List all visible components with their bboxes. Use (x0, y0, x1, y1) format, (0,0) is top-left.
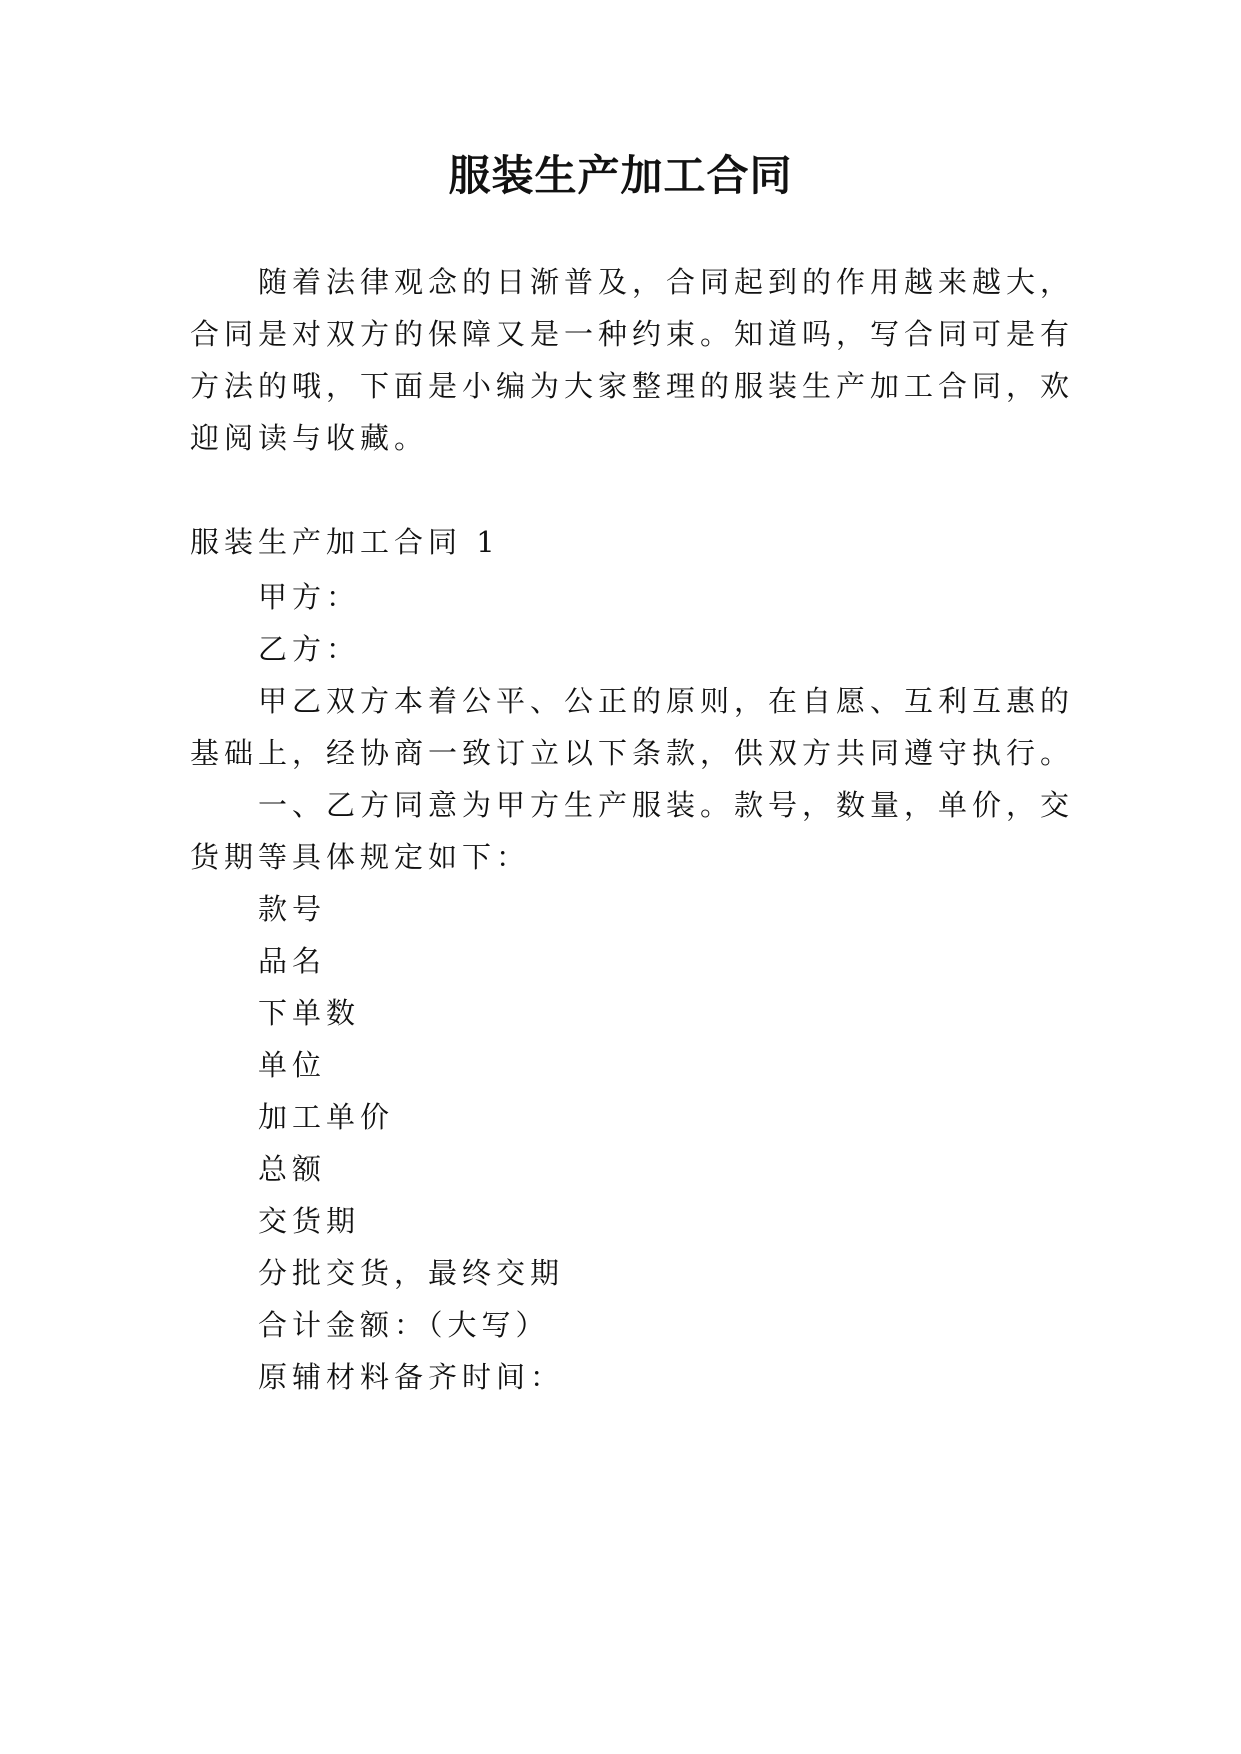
clause-one-line: 一、乙方同意为甲方生产服装。款号，数量，单价，交 (258, 788, 1075, 822)
clause-one-line: 货期等具体规定如下： (190, 840, 531, 874)
party-b-label: 乙方： (258, 632, 361, 666)
principle-line: 基础上，经协商一致订立以下条款，供双方共同遵守执行。 (190, 736, 1075, 770)
intro-line: 随着法律观念的日渐普及，合同起到的作用越来越大， (258, 265, 1075, 299)
document-title: 服装生产加工合同 (448, 151, 793, 200)
list-item: 品名 (258, 944, 327, 978)
intro-line: 方法的哦，下面是小编为大家整理的服装生产加工合同，欢 (190, 369, 1075, 403)
list-item: 合计金额：（大写） (258, 1308, 550, 1342)
list-item: 总额 (258, 1152, 327, 1186)
list-item: 款号 (258, 892, 327, 926)
list-item: 分批交货，最终交期 (258, 1256, 565, 1290)
list-item: 交货期 (258, 1204, 361, 1238)
list-item: 加工单价 (258, 1100, 395, 1134)
list-item: 下单数 (258, 996, 361, 1030)
intro-line: 合同是对双方的保障又是一种约束。知道吗，写合同可是有 (190, 317, 1075, 351)
intro-line: 迎阅读与收藏。 (190, 421, 429, 455)
party-a-label: 甲方： (258, 580, 361, 614)
section-heading: 服装生产加工合同 1 (190, 525, 500, 559)
list-item: 单位 (258, 1048, 327, 1082)
list-item: 原辅材料备齐时间： (258, 1360, 565, 1394)
principle-line: 甲乙双方本着公平、公正的原则，在自愿、互利互惠的 (258, 684, 1075, 718)
